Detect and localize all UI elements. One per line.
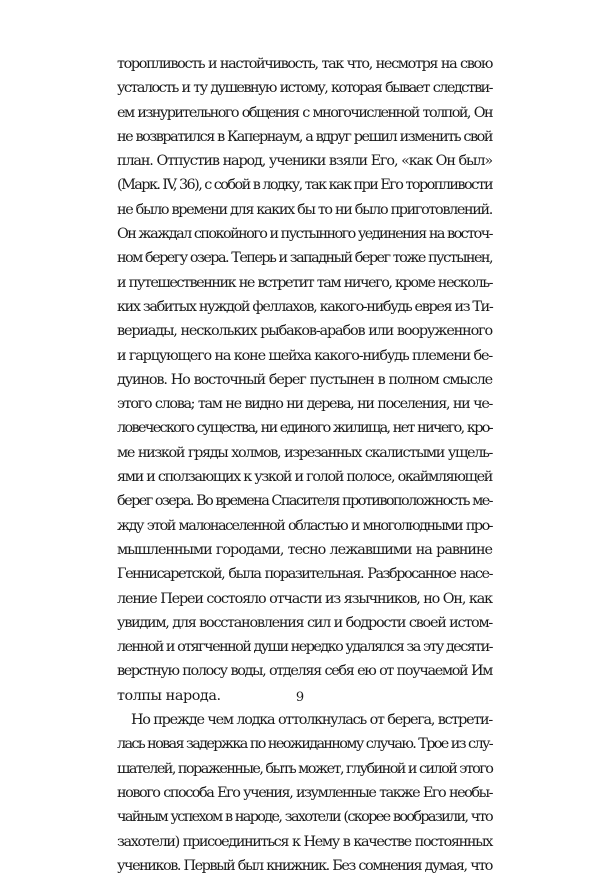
text-line: и путешественник не встретит там ничего, кроме несколь-	[117, 274, 492, 291]
text-line: ями и сползающих к узкой и голой полосе, окаймляющей	[117, 469, 492, 486]
text-line: план. Отпустив народ, ученики взяли Его, «как Он был»	[117, 153, 492, 170]
text-line: толпы народа.	[117, 687, 221, 704]
text-line: захотели) присоединиться к Нему в качестве постоянных	[117, 833, 492, 850]
body-text	[117, 52, 492, 878]
text-line: (Марк. IV, 36), с собой в лодку, так как при Его торопливости	[117, 177, 493, 194]
text-line: нового способа Его учения, изумленные также Его необы-	[117, 784, 492, 801]
text-line: ем изнурительного общения с многочисленной толпой, Он	[117, 104, 492, 121]
text-line: ловеческого существа, ни единого жилища, нет ничего, кро-	[117, 420, 492, 437]
page-number: 9	[295, 690, 305, 705]
text-line: увидим, для восстановления сил и бодрости своей истом-	[117, 614, 492, 631]
text-line: учеников. Первый был книжник. Без сомнения думая, что	[117, 857, 492, 874]
text-line: чайным успехом в народе, захотели (скорее вообразили, что	[117, 809, 492, 826]
text-line: мышленными городами, тесно лежавшими на равнине	[117, 541, 492, 558]
text-line: Геннисаретской, была поразительная. Разбросанное насе-	[117, 566, 492, 583]
text-line: торопливость и настойчивость, так что, несмотря на свою	[117, 56, 492, 72]
paragraph-1	[117, 52, 492, 708]
text-line: не было времени для каких бы то ни было приготовлений.	[117, 201, 492, 218]
paragraph-2	[117, 708, 492, 878]
text-line: ких забитых нуждой феллахов, какого-нибудь еврея из Ти-	[117, 298, 493, 315]
text-line: Но прежде чем лодка оттолкнулась от берега, встрети-	[131, 712, 492, 729]
text-line: этого слова; там не видно ни дерева, ни поселения, ни че-	[117, 396, 492, 413]
text-line: берег озера. Во времена Спасителя противоположность ме-	[117, 493, 492, 510]
text-line: верстную полосу воды, отделяя себя ею от поучаемой Им	[117, 663, 492, 680]
text-line: ном берегу озера. Теперь и западный берег тоже пустынен,	[117, 250, 492, 267]
text-line: шателей, пораженные, быть может, глубиной и силой этого	[117, 760, 493, 777]
text-line: вериады, нескольких рыбаков-арабов или вооруженного	[117, 323, 492, 340]
text-line: не возвратился в Капернаум, а вдруг решил изменить свой	[117, 128, 492, 145]
text-line: дуинов. Но восточный берег пустынен в полном смысле	[117, 371, 492, 388]
text-line: ление Переи состояло отчасти из язычников, но Он, как	[117, 590, 492, 607]
text-line: ленной и отягченной души нередко удалялся за эту десяти-	[117, 639, 492, 656]
text-line: Он жаждал спокойного и пустынного уединения на восточ-	[117, 226, 492, 243]
text-line: жду этой малонаселенной областью и многолюдными про-	[117, 517, 492, 534]
text-line: лась новая задержка по неожиданному случаю. Трое из слу-	[117, 736, 492, 753]
text-line: усталость и ту душевную истому, которая бывает следстви-	[117, 80, 492, 97]
text-line: и гарцующего на коне шейха какого-нибудь племени бе-	[117, 347, 493, 364]
text-line: ме низкой гряды холмов, изрезанных скалистыми ущель-	[117, 444, 492, 461]
